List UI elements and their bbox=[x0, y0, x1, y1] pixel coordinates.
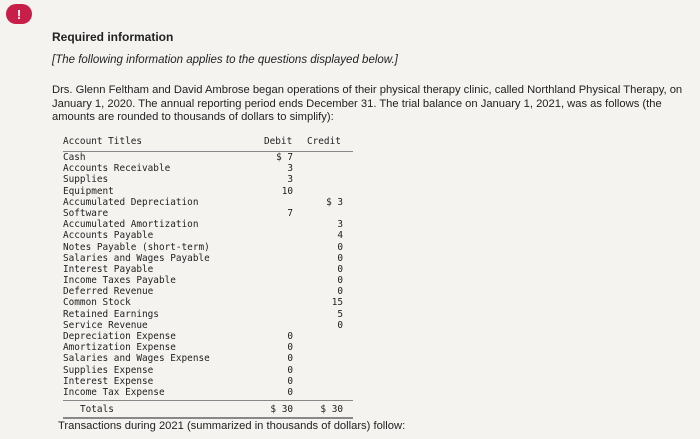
debit-amount: 0 bbox=[287, 342, 293, 354]
account-title: Software bbox=[63, 207, 109, 219]
credit-amount: 0 bbox=[337, 286, 343, 298]
column-header-credit: Credit bbox=[307, 136, 341, 147]
account-title: Supplies Expense bbox=[63, 364, 154, 376]
table-row bbox=[63, 219, 353, 230]
account-title: Accounts Payable bbox=[63, 230, 154, 242]
account-title: Interest Expense bbox=[63, 375, 154, 387]
column-header-account: Account Titles bbox=[63, 136, 143, 147]
table-row bbox=[63, 253, 353, 264]
table-row bbox=[63, 264, 353, 275]
debit-amount: 0 bbox=[287, 331, 293, 342]
credit-amount: 0 bbox=[337, 252, 343, 264]
table-row bbox=[63, 286, 353, 297]
account-title: Accumulated Amortization bbox=[63, 219, 199, 231]
debit-amount: 7 bbox=[287, 207, 293, 219]
account-title: Cash bbox=[63, 152, 86, 163]
credit-amount: 3 bbox=[337, 219, 343, 231]
account-title: Salaries and Wages Expense bbox=[63, 353, 210, 365]
account-title: Retained Earnings bbox=[63, 308, 159, 320]
totals-credit: $ 30 bbox=[320, 404, 343, 416]
debit-amount: 0 bbox=[287, 375, 293, 387]
section-heading: Required information bbox=[52, 30, 174, 44]
table-row bbox=[63, 208, 353, 219]
credit-amount: 0 bbox=[337, 241, 343, 253]
table-row bbox=[63, 342, 353, 353]
account-title: Deferred Revenue bbox=[63, 286, 154, 298]
transactions-intro: Transactions during 2021 (summarized in thousands of dollars) follow: bbox=[58, 420, 406, 432]
credit-amount: $ 3 bbox=[326, 196, 343, 208]
totals-debit: $ 30 bbox=[270, 404, 293, 416]
table-row bbox=[63, 387, 353, 398]
table-row bbox=[63, 275, 353, 286]
account-title: Notes Payable (short-term) bbox=[63, 241, 210, 253]
account-title: Supplies bbox=[63, 174, 109, 186]
account-title: Income Tax Expense bbox=[63, 386, 165, 398]
account-title: Depreciation Expense bbox=[63, 331, 176, 342]
account-title: Amortization Expense bbox=[63, 342, 176, 354]
table-row bbox=[63, 230, 353, 241]
table-row bbox=[63, 309, 353, 320]
totals-label: Totals bbox=[80, 404, 114, 416]
credit-amount: 5 bbox=[337, 308, 343, 320]
account-title: Service Revenue bbox=[63, 319, 148, 331]
trial-balance-table bbox=[63, 135, 353, 419]
table-body bbox=[63, 152, 353, 398]
table-row bbox=[63, 331, 353, 342]
debit-amount: 3 bbox=[287, 163, 293, 175]
table-row bbox=[63, 297, 353, 308]
credit-amount: 15 bbox=[331, 297, 343, 309]
table-row bbox=[63, 152, 353, 163]
table-row bbox=[63, 353, 353, 364]
debit-amount: 0 bbox=[287, 364, 293, 376]
account-title: Common Stock bbox=[63, 297, 131, 309]
debit-amount: 10 bbox=[281, 185, 293, 197]
account-title: Income Taxes Payable bbox=[63, 275, 176, 287]
table-row bbox=[63, 320, 353, 331]
account-title: Equipment bbox=[63, 185, 114, 197]
debit-amount: 3 bbox=[287, 174, 293, 186]
table-header bbox=[63, 135, 353, 152]
credit-amount: 0 bbox=[337, 263, 343, 275]
account-title: Interest Payable bbox=[63, 263, 154, 275]
table-row bbox=[63, 163, 353, 174]
alert-icon: ! bbox=[6, 4, 32, 24]
table-row bbox=[63, 242, 353, 253]
problem-intro: Drs. Glenn Feltham and David Ambrose began operations of their physical therapy clinic, called Northland Physical Therapy, on January 1, 2020. The annual reporting period ends December 31. The trial balance on January 1, 2021, was as follows (the amounts are rounded to thousands of dollars to simplify): bbox=[52, 84, 683, 123]
table-row bbox=[63, 365, 353, 376]
totals-row bbox=[63, 400, 353, 419]
info-note: [The following information applies to the questions displayed below.] bbox=[52, 54, 398, 66]
table-row bbox=[63, 376, 353, 387]
table-row bbox=[63, 186, 353, 197]
table-row bbox=[63, 174, 353, 185]
account-title: Salaries and Wages Payable bbox=[63, 252, 210, 264]
credit-amount: 0 bbox=[337, 275, 343, 287]
account-title: Accounts Receivable bbox=[63, 163, 171, 175]
credit-amount: 0 bbox=[337, 319, 343, 331]
debit-amount: 0 bbox=[287, 353, 293, 365]
table-row bbox=[63, 197, 353, 208]
debit-amount: 0 bbox=[287, 386, 293, 398]
credit-amount: 4 bbox=[337, 230, 343, 242]
column-header-debit: Debit bbox=[264, 136, 293, 147]
debit-amount: $ 7 bbox=[276, 152, 293, 163]
account-title: Accumulated Depreciation bbox=[63, 196, 199, 208]
